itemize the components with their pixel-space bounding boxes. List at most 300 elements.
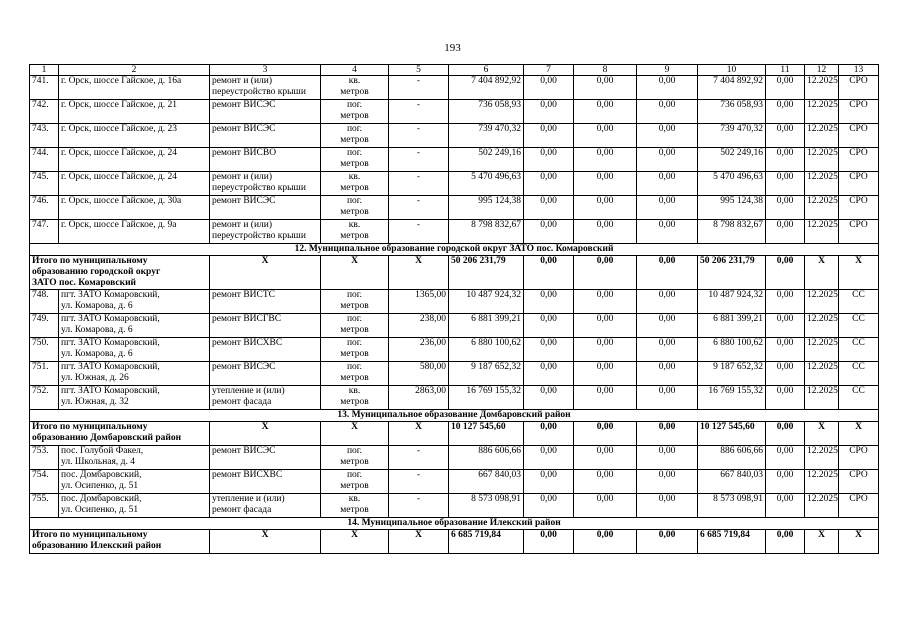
subtotal-label-line: Итого по муниципальному	[32, 422, 148, 432]
fund-9: 0,00	[637, 124, 698, 148]
fund-11: 0,00	[766, 446, 805, 470]
total-cost: 50 206 231,79	[449, 256, 524, 290]
quantity: X	[389, 422, 449, 446]
fund-9: 0,00	[637, 314, 698, 338]
deadline: 12.2025	[805, 290, 839, 314]
fund-9: 0,00	[637, 362, 698, 386]
unit-line: кв.	[348, 76, 361, 86]
unit	[321, 148, 389, 172]
fund-9: 0,00	[637, 172, 698, 196]
work-type-line: утепление и (или)	[212, 386, 285, 396]
address-line: г. Орск, шоссе Гайское, д. 24	[61, 148, 178, 158]
work-type	[210, 172, 321, 196]
address-line: ул. Южная, д. 26	[61, 373, 129, 383]
method: X	[839, 256, 879, 290]
table-row	[30, 446, 879, 470]
method: СС	[839, 362, 879, 386]
table-row	[30, 470, 879, 494]
fund-9: 0,00	[637, 148, 698, 172]
quantity: -	[389, 220, 449, 244]
address-line: г. Орск, шоссе Гайское, д. 23	[61, 124, 178, 134]
table-row	[30, 362, 879, 386]
column-number: 5	[389, 65, 449, 76]
section-title: 12. Муниципальное образование городской округ ЗАТО пос. Комаровский	[30, 244, 879, 256]
fund-7: 0,00	[524, 100, 574, 124]
quantity: X	[389, 256, 449, 290]
subtotal-label	[30, 530, 210, 554]
address-line: г. Орск, шоссе Гайское, д. 24	[61, 172, 178, 182]
fund-11: 0,00	[766, 256, 805, 290]
address	[59, 196, 210, 220]
deadline: 12.2025	[805, 220, 839, 244]
table-row	[30, 196, 879, 220]
unit	[321, 314, 389, 338]
fund-8: 0,00	[574, 220, 637, 244]
column-number: 4	[321, 65, 389, 76]
table-row	[30, 290, 879, 314]
fund-9: 0,00	[637, 422, 698, 446]
fund-8: 0,00	[574, 148, 637, 172]
total-cost: 8 798 832,67	[449, 220, 524, 244]
total-cost: 5 470 496,63	[449, 172, 524, 196]
fund-9: 0,00	[637, 76, 698, 100]
address	[59, 494, 210, 518]
unit-line: метров	[340, 457, 369, 467]
fund-10: 9 187 652,32	[698, 362, 766, 386]
column-number: 8	[574, 65, 637, 76]
unit-line: метров	[340, 325, 369, 335]
work-type-line: утепление и (или)	[212, 494, 285, 504]
address	[59, 100, 210, 124]
address	[59, 148, 210, 172]
address-line: г. Орск, шоссе Гайское, д. 21	[61, 100, 178, 110]
unit	[321, 124, 389, 148]
row-number: 755.	[30, 494, 59, 518]
address	[59, 172, 210, 196]
row-number: 746.	[30, 196, 59, 220]
fund-8: 0,00	[574, 470, 637, 494]
work-type	[210, 470, 321, 494]
fund-10: 8 798 832,67	[698, 220, 766, 244]
fund-11: 0,00	[766, 124, 805, 148]
total-cost: 10 127 545,60	[449, 422, 524, 446]
unit-line: пог.	[346, 314, 363, 324]
fund-8: 0,00	[574, 76, 637, 100]
work-type-line: ремонт ВИСЭС	[212, 124, 276, 134]
address-line: пгт. ЗАТО Комаровский,	[61, 362, 160, 372]
quantity: -	[389, 124, 449, 148]
address-line: пгт. ЗАТО Комаровский,	[61, 290, 160, 300]
work-type-line: ремонт ВИСТС	[212, 290, 276, 300]
deadline: 12.2025	[805, 314, 839, 338]
quantity: -	[389, 494, 449, 518]
unit-line: метров	[340, 301, 369, 311]
fund-8: 0,00	[574, 290, 637, 314]
fund-7: 0,00	[524, 362, 574, 386]
quantity: 580,00	[389, 362, 449, 386]
work-type-line: ремонт и (или)	[212, 220, 273, 230]
unit-line: пог.	[346, 290, 363, 300]
method: СРО	[839, 172, 879, 196]
page-number: 193	[444, 42, 461, 54]
method: СРО	[839, 124, 879, 148]
fund-8: 0,00	[574, 100, 637, 124]
fund-7: 0,00	[524, 196, 574, 220]
work-type	[210, 386, 321, 410]
fund-8: 0,00	[574, 530, 637, 554]
unit	[321, 338, 389, 362]
row-number: 747.	[30, 220, 59, 244]
subtotal-label-line: образованию Домбаровский район	[32, 433, 182, 443]
address-line: пос. Голубой Факел,	[61, 446, 144, 456]
unit-line: пог.	[346, 362, 363, 372]
deadline: 12.2025	[805, 172, 839, 196]
row-number: 741.	[30, 76, 59, 100]
deadline: 12.2025	[805, 196, 839, 220]
address-line: ул. Комарова, д. 6	[61, 301, 133, 311]
fund-7: 0,00	[524, 124, 574, 148]
unit-line: метров	[340, 373, 369, 383]
table-row	[30, 314, 879, 338]
total-cost: 995 124,38	[449, 196, 524, 220]
fund-7: 0,00	[524, 148, 574, 172]
fund-11: 0,00	[766, 362, 805, 386]
work-type	[210, 314, 321, 338]
quantity: 236,00	[389, 338, 449, 362]
fund-11: 0,00	[766, 196, 805, 220]
fund-7: 0,00	[524, 76, 574, 100]
address-line: пос. Домбаровский,	[61, 494, 142, 504]
fund-9: 0,00	[637, 290, 698, 314]
work-type	[210, 446, 321, 470]
method: СРО	[839, 494, 879, 518]
column-number: 11	[766, 65, 805, 76]
fund-7: 0,00	[524, 530, 574, 554]
work-type-line: ремонт ВИСВО	[212, 148, 277, 158]
work-type-line: ремонт ВИСГВС	[212, 314, 282, 324]
method: СС	[839, 314, 879, 338]
address-line: ул. Южная, д. 32	[61, 397, 129, 407]
unit-line: метров	[340, 349, 369, 359]
fund-9: 0,00	[637, 530, 698, 554]
work-type	[210, 220, 321, 244]
address	[59, 290, 210, 314]
fund-10: 10 127 545,60	[698, 422, 766, 446]
unit	[321, 220, 389, 244]
fund-8: 0,00	[574, 124, 637, 148]
fund-11: 0,00	[766, 470, 805, 494]
work-type: X	[210, 256, 321, 290]
work-type-line: переустройство крыши	[212, 87, 306, 97]
unit	[321, 290, 389, 314]
address-line: пгт. ЗАТО Комаровский,	[61, 314, 160, 324]
fund-7: 0,00	[524, 290, 574, 314]
quantity: 2863,00	[389, 386, 449, 410]
work-type-line: переустройство крыши	[212, 231, 306, 241]
unit	[321, 100, 389, 124]
fund-10: 739 470,32	[698, 124, 766, 148]
unit-line: метров	[340, 207, 369, 217]
fund-7: 0,00	[524, 314, 574, 338]
fund-8: 0,00	[574, 196, 637, 220]
work-type-line: переустройство крыши	[212, 183, 306, 193]
capital-repair-table	[29, 64, 879, 554]
fund-10: 667 840,03	[698, 470, 766, 494]
deadline: 12.2025	[805, 124, 839, 148]
total-cost: 8 573 098,91	[449, 494, 524, 518]
fund-10: 502 249,16	[698, 148, 766, 172]
row-number: 742.	[30, 100, 59, 124]
address-line: г. Орск, шоссе Гайское, д. 30а	[61, 196, 182, 206]
fund-11: 0,00	[766, 100, 805, 124]
fund-8: 0,00	[574, 362, 637, 386]
work-type-line: ремонт и (или)	[212, 172, 273, 182]
quantity: -	[389, 148, 449, 172]
subtotal-label	[30, 422, 210, 446]
subtotal-row	[30, 530, 879, 554]
fund-8: 0,00	[574, 386, 637, 410]
fund-11: 0,00	[766, 172, 805, 196]
column-number: 9	[637, 65, 698, 76]
fund-10: 6 881 399,21	[698, 314, 766, 338]
address	[59, 470, 210, 494]
work-type-line: ремонт фасада	[212, 397, 272, 407]
unit	[321, 470, 389, 494]
unit	[321, 386, 389, 410]
row-number: 752.	[30, 386, 59, 410]
row-number: 745.	[30, 172, 59, 196]
work-type	[210, 76, 321, 100]
address-line: пгт. ЗАТО Комаровский,	[61, 338, 160, 348]
deadline: 12.2025	[805, 386, 839, 410]
fund-8: 0,00	[574, 172, 637, 196]
fund-7: 0,00	[524, 494, 574, 518]
address-line: ул. Комарова, д. 6	[61, 325, 133, 335]
work-type-line: ремонт ВИСХВС	[212, 470, 283, 480]
fund-8: 0,00	[574, 256, 637, 290]
address	[59, 338, 210, 362]
method: СРО	[839, 100, 879, 124]
section-heading-row	[30, 518, 879, 530]
deadline: 12.2025	[805, 338, 839, 362]
method: СРО	[839, 196, 879, 220]
work-type	[210, 362, 321, 386]
total-cost: 736 058,93	[449, 100, 524, 124]
fund-11: 0,00	[766, 530, 805, 554]
subtotal-label-line: образованию Илекский район	[32, 541, 162, 551]
unit-line: метров	[340, 481, 369, 491]
column-number: 13	[839, 65, 879, 76]
quantity: -	[389, 172, 449, 196]
work-type	[210, 494, 321, 518]
total-cost: 667 840,03	[449, 470, 524, 494]
method: СС	[839, 386, 879, 410]
fund-7: 0,00	[524, 422, 574, 446]
work-type-line: ремонт ВИСЭС	[212, 446, 276, 456]
address	[59, 386, 210, 410]
row-number: 744.	[30, 148, 59, 172]
method: СС	[839, 290, 879, 314]
work-type-line: ремонт ВИСЭС	[212, 196, 276, 206]
subtotal-label-line: образованию городской округ	[32, 267, 161, 277]
fund-8: 0,00	[574, 446, 637, 470]
fund-10: 7 404 892,92	[698, 76, 766, 100]
work-type-line: ремонт ВИСЭС	[212, 100, 276, 110]
deadline: 12.2025	[805, 148, 839, 172]
fund-8: 0,00	[574, 422, 637, 446]
fund-11: 0,00	[766, 314, 805, 338]
address-line: ул. Школьная, д. 4	[61, 457, 135, 467]
fund-9: 0,00	[637, 494, 698, 518]
unit-line: кв.	[348, 494, 361, 504]
row-number: 754.	[30, 470, 59, 494]
row-number: 751.	[30, 362, 59, 386]
row-number: 750.	[30, 338, 59, 362]
fund-9: 0,00	[637, 100, 698, 124]
method: СРО	[839, 446, 879, 470]
fund-7: 0,00	[524, 256, 574, 290]
deadline: 12.2025	[805, 362, 839, 386]
work-type: X	[210, 530, 321, 554]
section-title: 13. Муниципальное образование Домбаровский район	[30, 410, 879, 422]
table-row	[30, 148, 879, 172]
quantity: X	[389, 530, 449, 554]
address-line: ул. Осипенко, д. 51	[61, 505, 139, 515]
address-line: пос. Домбаровский,	[61, 470, 142, 480]
column-number: 1	[30, 65, 59, 76]
unit-line: кв.	[348, 386, 361, 396]
fund-7: 0,00	[524, 470, 574, 494]
unit: X	[321, 256, 389, 290]
column-number: 3	[210, 65, 321, 76]
address	[59, 76, 210, 100]
fund-7: 0,00	[524, 338, 574, 362]
fund-7: 0,00	[524, 220, 574, 244]
quantity: -	[389, 76, 449, 100]
address-line: г. Орск, шоссе Гайское, д. 9а	[61, 220, 177, 230]
total-cost: 6 685 719,84	[449, 530, 524, 554]
subtotal-label-line: Итого по муниципальному	[32, 530, 148, 540]
quantity: -	[389, 470, 449, 494]
unit: X	[321, 422, 389, 446]
fund-9: 0,00	[637, 386, 698, 410]
method: СРО	[839, 148, 879, 172]
unit	[321, 172, 389, 196]
quantity: 238,00	[389, 314, 449, 338]
method: СРО	[839, 76, 879, 100]
work-type	[210, 290, 321, 314]
total-cost: 886 606,66	[449, 446, 524, 470]
deadline: X	[805, 422, 839, 446]
unit-line: метров	[340, 135, 369, 145]
column-number: 7	[524, 65, 574, 76]
subtotal-label-line: ЗАТО пос. Комаровский	[32, 278, 137, 288]
fund-11: 0,00	[766, 386, 805, 410]
address	[59, 124, 210, 148]
unit-line: пог.	[346, 338, 363, 348]
work-type	[210, 148, 321, 172]
total-cost: 16 769 155,32	[449, 386, 524, 410]
fund-10: 5 470 496,63	[698, 172, 766, 196]
unit-line: метров	[340, 397, 369, 407]
fund-10: 10 487 924,32	[698, 290, 766, 314]
fund-10: 736 058,93	[698, 100, 766, 124]
fund-11: 0,00	[766, 76, 805, 100]
unit-line: метров	[340, 159, 369, 169]
subtotal-label-line: Итого по муниципальному	[32, 256, 148, 266]
work-type-line: ремонт ВИСЭС	[212, 362, 276, 372]
unit	[321, 76, 389, 100]
method: X	[839, 530, 879, 554]
unit-line: метров	[340, 231, 369, 241]
unit	[321, 446, 389, 470]
unit-line: кв.	[348, 172, 361, 182]
quantity: -	[389, 446, 449, 470]
table-row	[30, 220, 879, 244]
unit: X	[321, 530, 389, 554]
address	[59, 314, 210, 338]
unit-line: пог.	[346, 446, 363, 456]
fund-10: 6 685 719,84	[698, 530, 766, 554]
unit-line: метров	[340, 183, 369, 193]
section-heading-row	[30, 410, 879, 422]
unit-line: кв.	[348, 220, 361, 230]
fund-10: 8 573 098,91	[698, 494, 766, 518]
column-number: 10	[698, 65, 766, 76]
fund-9: 0,00	[637, 338, 698, 362]
fund-7: 0,00	[524, 386, 574, 410]
fund-11: 0,00	[766, 494, 805, 518]
unit	[321, 196, 389, 220]
address	[59, 220, 210, 244]
address	[59, 362, 210, 386]
work-type: X	[210, 422, 321, 446]
total-cost: 9 187 652,32	[449, 362, 524, 386]
section-heading-row	[30, 244, 879, 256]
total-cost: 7 404 892,92	[449, 76, 524, 100]
fund-8: 0,00	[574, 314, 637, 338]
deadline: 12.2025	[805, 100, 839, 124]
fund-9: 0,00	[637, 196, 698, 220]
work-type-line: ремонт фасада	[212, 505, 272, 515]
work-type-line: ремонт и (или)	[212, 76, 273, 86]
unit-line: метров	[340, 111, 369, 121]
unit	[321, 494, 389, 518]
deadline: 12.2025	[805, 494, 839, 518]
work-type	[210, 124, 321, 148]
row-number: 749.	[30, 314, 59, 338]
fund-11: 0,00	[766, 422, 805, 446]
fund-8: 0,00	[574, 494, 637, 518]
fund-11: 0,00	[766, 290, 805, 314]
fund-8: 0,00	[574, 338, 637, 362]
unit-line: метров	[340, 505, 369, 515]
deadline: X	[805, 530, 839, 554]
work-type	[210, 196, 321, 220]
work-type	[210, 100, 321, 124]
subtotal-row	[30, 422, 879, 446]
fund-10: 6 880 100,62	[698, 338, 766, 362]
deadline: 12.2025	[805, 470, 839, 494]
column-number-row	[30, 65, 879, 76]
quantity: -	[389, 196, 449, 220]
unit	[321, 362, 389, 386]
method: X	[839, 422, 879, 446]
fund-9: 0,00	[637, 256, 698, 290]
row-number: 748.	[30, 290, 59, 314]
fund-11: 0,00	[766, 148, 805, 172]
deadline: 12.2025	[805, 446, 839, 470]
